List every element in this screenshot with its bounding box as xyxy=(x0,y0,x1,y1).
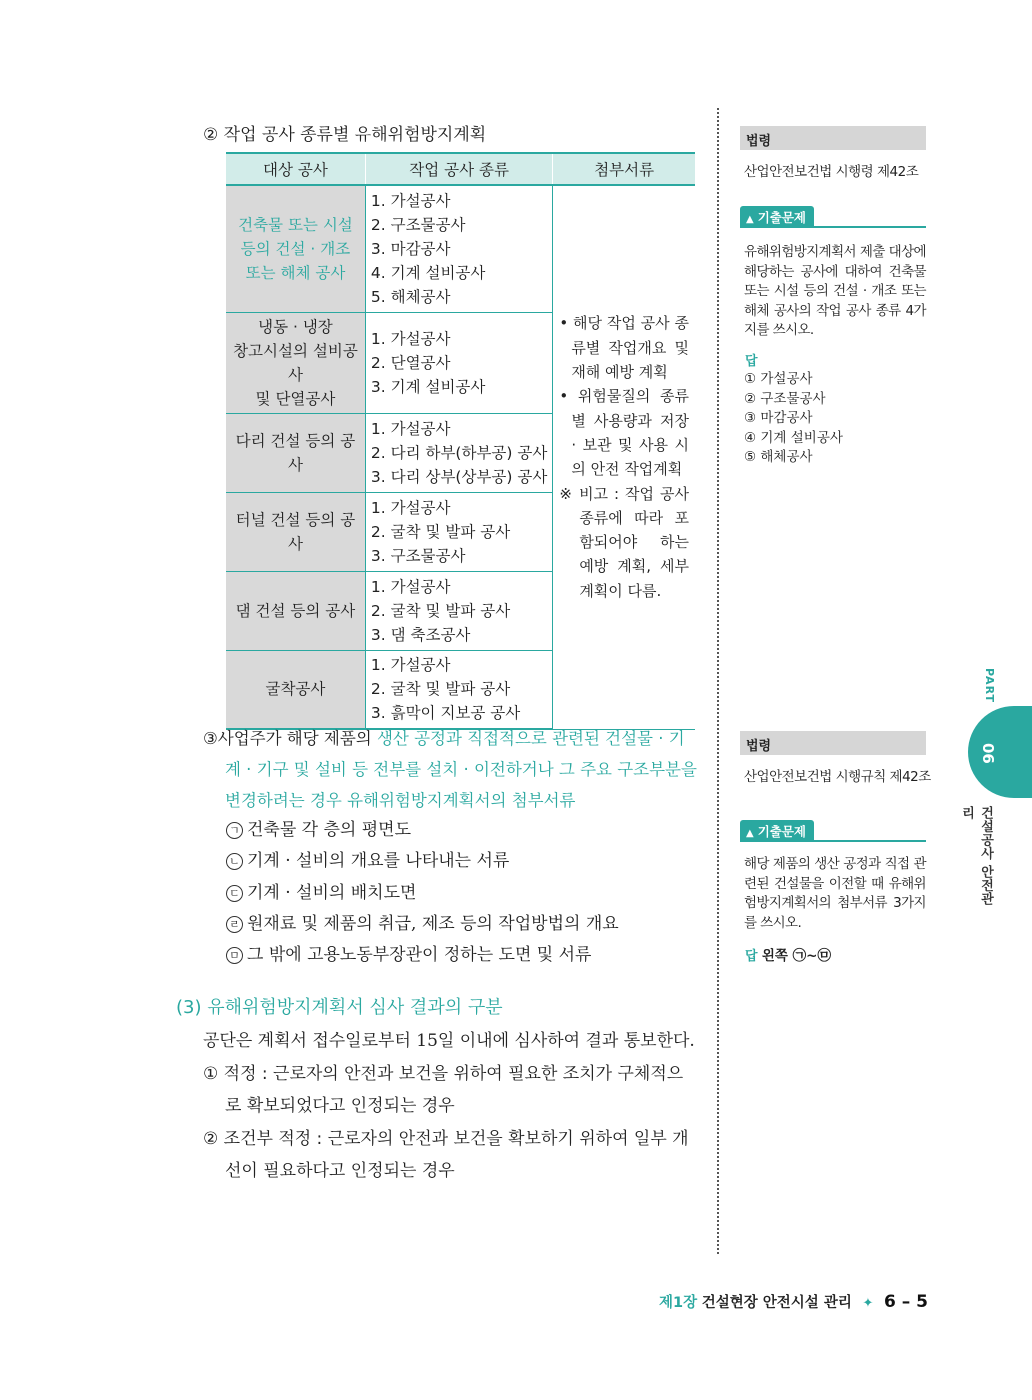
law-label: 법령 xyxy=(740,731,926,755)
section-3-title: (3) 유해위험방지계획서 심사 결과의 구분 xyxy=(176,997,503,1018)
target-cell: 댐 건설 등의 공사 xyxy=(226,571,365,650)
target-cell: 건축물 또는 시설 등의 건설 · 개조 또는 해체 공사 xyxy=(226,185,365,312)
exam-question: 해당 제품의 생산 공정과 직접 관련된 건설물을 이전할 때 유해위험방지계획서의 첨부서류 3가지를 쓰시오. xyxy=(744,856,926,931)
circled-mark: ㄴ xyxy=(226,853,243,870)
docs-bullet: • 해당 작업 공사 종류별 작업개요 및 재해 예방 계획 xyxy=(559,314,689,382)
highlight-text: 생산 공정과 직접적으로 관련된 건설물 · 기 xyxy=(376,729,685,748)
column-divider xyxy=(717,108,719,1254)
law-label: 법령 xyxy=(740,126,926,150)
part-chapter-title: 건설공사 안전관리 xyxy=(959,806,993,906)
table-row xyxy=(226,185,695,312)
person-icon: ▲ xyxy=(746,828,754,839)
exam-tag: ▲ 기출문제 xyxy=(740,206,926,228)
law-reference: 산업안전보건법 시행령 제42조 xyxy=(744,164,919,180)
docs-bullet: • 위험물질의 종류별 사용량과 저장 · 보관 및 사용 시의 안전 작업계획 xyxy=(559,387,689,479)
page-footer xyxy=(659,1291,928,1312)
column-header: 첨부서류 xyxy=(553,153,695,185)
list-item: ㅁ 그 밖에 고용노동부장관이 정하는 도면 및 서류 xyxy=(226,940,619,971)
item-lead: ② 조건부 적정 : xyxy=(203,1128,328,1149)
attached-docs-list xyxy=(226,815,619,971)
kinds-cell: 1. 가설공사 2. 다리 하부(하부공) 공사 3. 다리 상부(상부공) 공사 xyxy=(365,413,552,492)
footer-chapter: 제1장 xyxy=(658,1295,698,1311)
kinds-cell: 1. 가설공사 2. 구조물공사 3. 마감공사 4. 기계 설비공사 5. 해체공사 xyxy=(365,185,552,312)
answer-mark: 답 xyxy=(745,949,758,964)
part-number: 06 xyxy=(979,742,997,764)
law-reference: 산업안전보건법 시행규칙 제42조 xyxy=(744,769,931,785)
answer-mark: 답 xyxy=(745,354,758,369)
footer-title: 건설현장 안전시설 관리 xyxy=(701,1295,852,1311)
column-header: 대상 공사 xyxy=(226,153,365,185)
kinds-cell: 1. 가설공사 2. 굴착 및 발파 공사 3. 흙막이 지보공 공사 xyxy=(365,650,552,729)
column-header: 작업 공사 종류 xyxy=(365,153,552,185)
circled-mark: ㄱ xyxy=(226,822,243,839)
exam-answer-list: ① 가설공사 ② 구조물공사 ③ 마감공사 ④ 기계 설비공사 ⑤ 해체공사 xyxy=(744,371,843,466)
target-cell: 터널 건설 등의 공사 xyxy=(226,492,365,571)
circled-mark: ㅁ xyxy=(226,947,243,964)
item-3-paragraph xyxy=(203,723,698,816)
highlight-text: 변경하려는 경우 유해위험방지계획서의 첨부서류 xyxy=(225,791,576,810)
exam-answer: 답 왼쪽 ㉠~㉤ xyxy=(745,944,831,964)
section-heading: ② 작업 공사 종류별 유해위험방지계획 xyxy=(203,125,487,145)
list-item: ㄴ 기계 · 설비의 개요를 나타내는 서류 xyxy=(226,846,619,877)
attached-docs-cell xyxy=(553,185,695,729)
target-cell: 냉동 · 냉장 창고시설의 설비공사 및 단열공사 xyxy=(226,312,365,413)
circled-mark: ㄹ xyxy=(226,916,243,933)
target-cell: 굴착공사 xyxy=(226,650,365,729)
list-item: ㄹ 원재료 및 제품의 취급, 제조 등의 작업방법의 개요 xyxy=(226,909,619,940)
exam-question: 유해위험방지계획서 제출 대상에 해당하는 공사에 대하여 건축물 또는 시설 등의 건설 · 개조 또는 해체 공사의 작업 공사 종류 4가지를 쓰시오. xyxy=(744,244,926,338)
star-icon: ✦ xyxy=(862,1296,874,1311)
kinds-cell: 1. 가설공사 2. 굴착 및 발파 공사 3. 댐 축조공사 xyxy=(365,571,552,650)
hazard-plan-table xyxy=(226,152,695,730)
item-number: ③ xyxy=(203,729,218,748)
section-3-body: 공단은 계획서 접수일로부터 15일 이내에 심사하여 결과 통보한다. ① 적정 : 근로자의 안전과 보건을 위하여 필요한 조치가 구체적으 로 확보되었다고 인정되는 경우 ② 조건부 적정 : 근로자의 안전과 보건을 확보하기 위하여 일부 개 선이 필요하다고 인정되는 경우 xyxy=(203,1025,697,1188)
list-item: ㄷ 기계 · 설비의 배치도면 xyxy=(226,878,619,909)
circled-mark: ㄷ xyxy=(226,885,243,902)
list-item: ㄱ 건축물 각 층의 평면도 xyxy=(226,815,619,846)
item-lead: ① 적정 : xyxy=(203,1063,274,1084)
intro-text: 공단은 계획서 접수일로부터 15일 이내에 심사하여 결과 통보한다. xyxy=(203,1031,695,1051)
kinds-cell: 1. 가설공사 2. 굴착 및 발파 공사 3. 구조물공사 xyxy=(365,492,552,571)
kinds-cell: 1. 가설공사 2. 단열공사 3. 기계 설비공사 xyxy=(365,312,552,413)
page-number: 6 – 5 xyxy=(884,1292,928,1312)
docs-note: ※ 비고 : 작업 공사 종류에 따라 포함되어야 하는 예방 계획, 세부계획이 다름. xyxy=(559,484,689,600)
target-cell: 다리 건설 등의 공사 xyxy=(226,413,365,492)
item-lead: 사업주가 해당 제품의 xyxy=(217,729,377,748)
exam-tag: ▲ 기출문제 xyxy=(740,820,926,842)
highlight-text: 계 · 기구 및 설비 등 전부를 설치 · 이전하거나 그 주요 구조부분을 xyxy=(225,760,697,779)
person-icon: ▲ xyxy=(746,214,754,225)
part-label: PART xyxy=(983,668,996,704)
table-header-row xyxy=(226,153,695,185)
